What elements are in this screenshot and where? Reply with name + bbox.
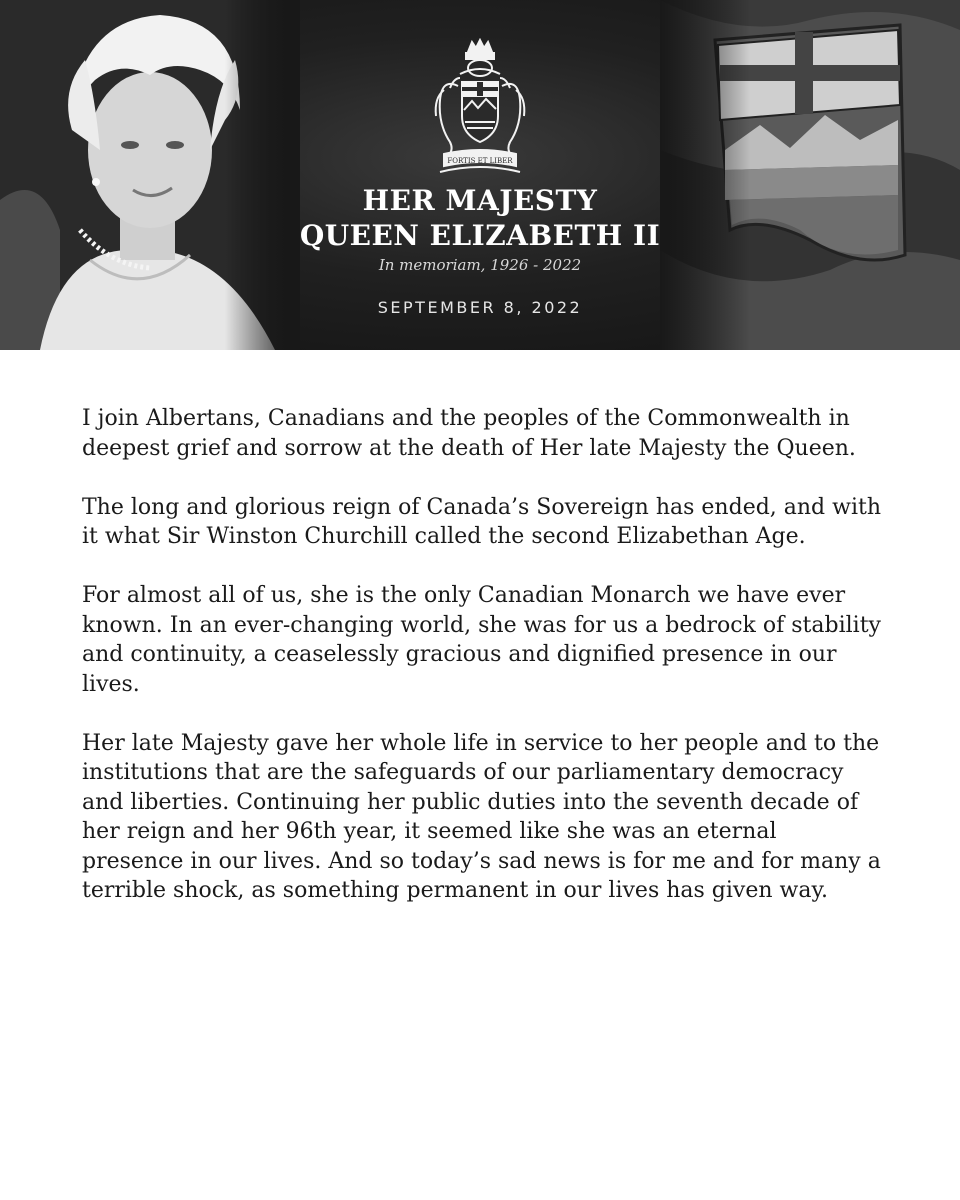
statement-paragraph-4: Her late Majesty gave her whole life in service to her people and to the institutions that are the safeguards of our parliamentary democracy and liberties. Continuing her public duties into the seventh decade of her reign and her 96th year, it seemed like she was an eternal presence in our lives. And so today’s sad news is for me and for many a terrible shock, as something permanent in our lives has given way. <box>82 730 881 903</box>
alberta-coat-of-arms-icon <box>420 38 540 180</box>
statement-paragraph-3: For almost all of us, she is the only Canadian Monarch we have ever known. In an ever-changing world, she was for us a bedrock of stability and continuity, a ceaselessly gracious and dignified presence in our lives. <box>82 583 881 697</box>
title-line-2: QUEEN ELIZABETH II <box>299 219 661 252</box>
statement-paragraph-1: I join Albertans, Canadians and the peoples of the Commonwealth in deepest grief and sorrow at the death of Her late Majesty the Queen. <box>82 406 856 461</box>
statement-body <box>82 404 882 935</box>
memoriam-subtitle: In memoriam, 1926 - 2022 <box>378 256 582 274</box>
memorial-banner <box>0 0 960 350</box>
statement-date: SEPTEMBER 8, 2022 <box>377 298 583 317</box>
statement-paragraph-2: The long and glorious reign of Canada’s Sovereign has ended, and with it what Sir Winston Churchill called the second Elizabethan Age. <box>82 494 882 549</box>
crest-motto: FORTIS ET LIBER <box>447 157 513 165</box>
title-line-1: HER MAJESTY <box>362 184 598 217</box>
